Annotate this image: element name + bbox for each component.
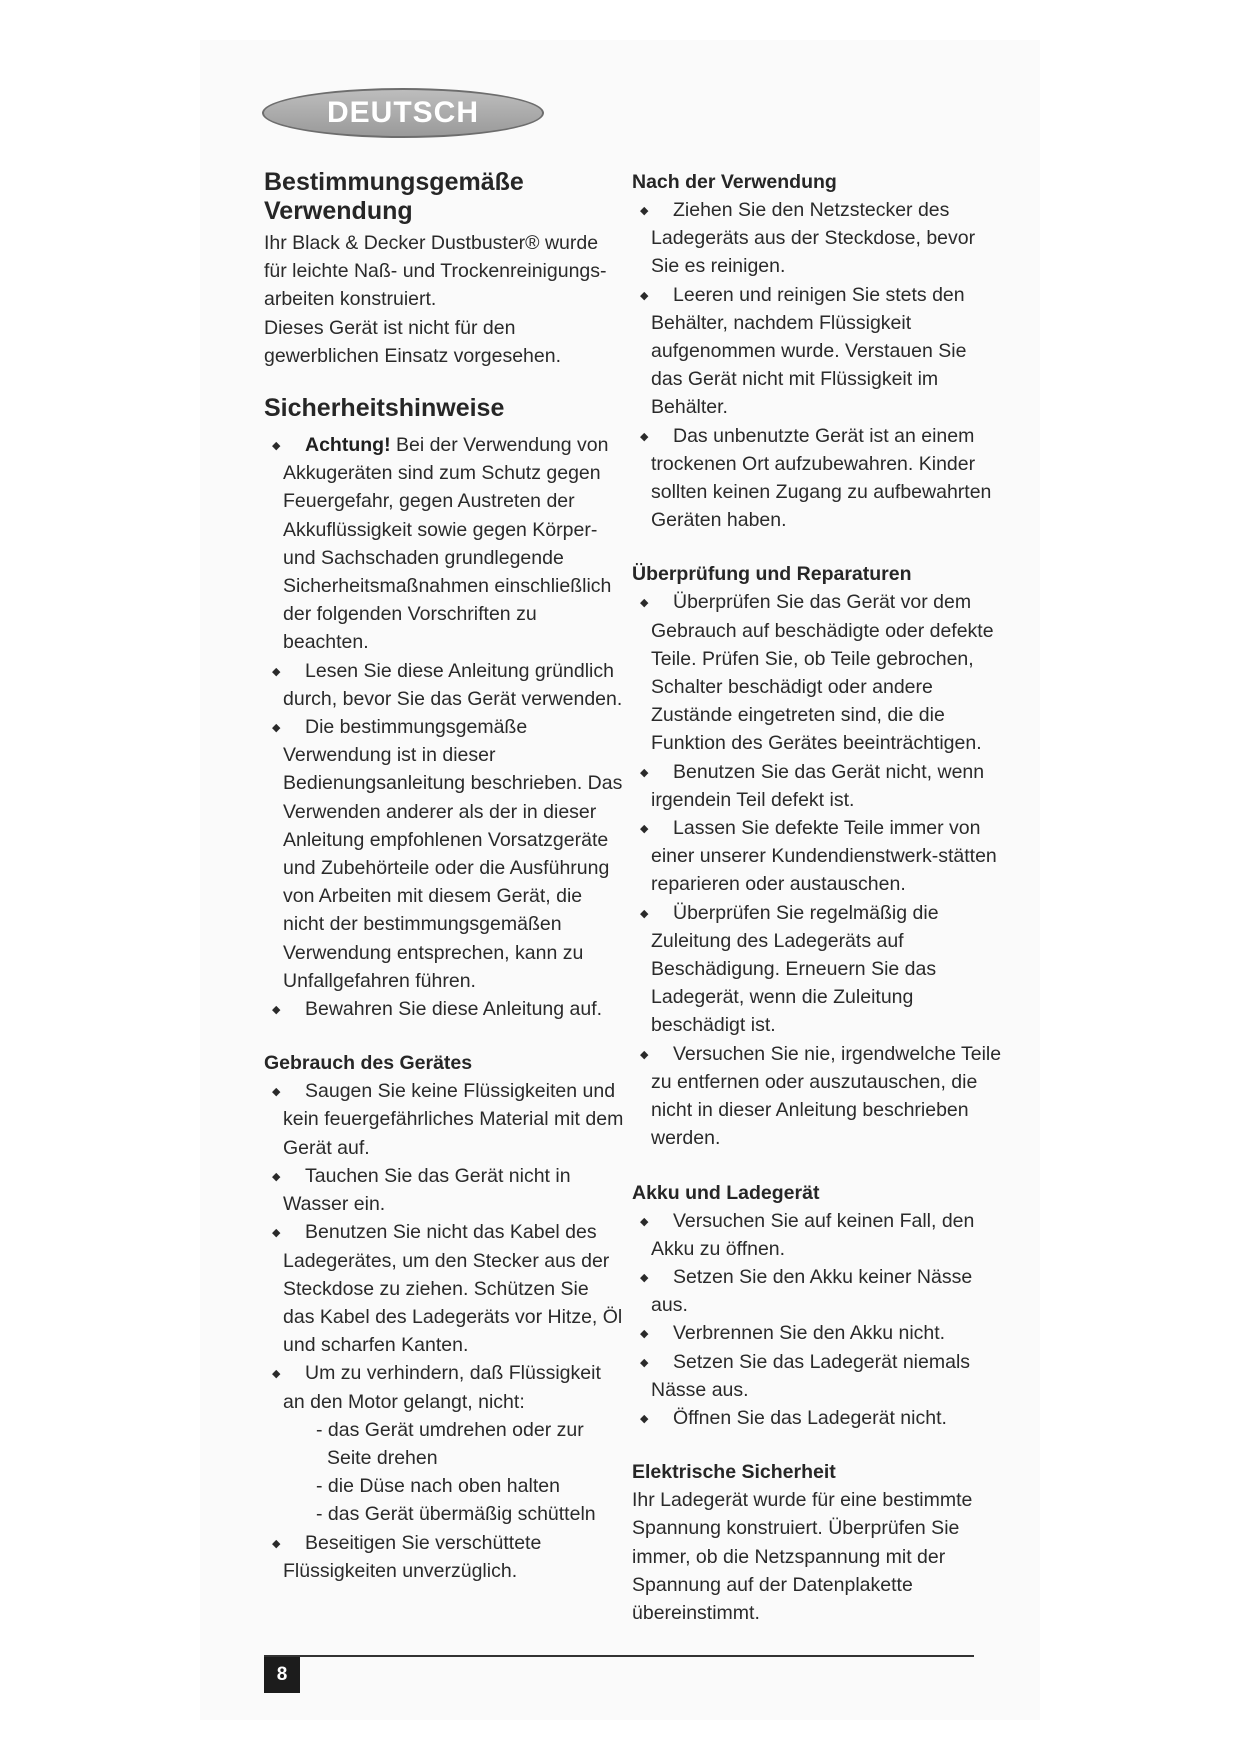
diamond-bullet-icon: ◆ [640, 1328, 649, 1341]
list-item-text: Überprüfen Sie regelmäßig die Zuleitung des Ladegeräts auf Beschädigung. Erneuern Sie das Ladegerät, wenn die Zuleitung beschädigt ist. [651, 901, 939, 1037]
list-item [272, 713, 624, 995]
diamond-bullet-icon: ◆ [640, 766, 649, 779]
section-title-inspection: Überprüfung und Reparaturen [632, 563, 912, 586]
list-item [640, 1319, 1002, 1347]
list-item-text: Tauchen Sie das Gerät nicht in Wasser ein. [283, 1164, 571, 1216]
diamond-bullet-icon: ◆ [640, 1356, 649, 1369]
list-item-text: Ziehen Sie den Netzstecker des Ladegeräts aus der Steckdose, bevor Sie es reinigen. [651, 199, 976, 278]
list-item-text: Bei der Verwendung von Akkugeräten sind zum Schutz gegen Feuergefahr, gegen Austreten der Akkuflüssigkeit sowie gegen Körper- und Sachschaden grundlegende Sicherheitsmaßnahmen einschließlich der folgenden Vorschriften zu beachten. [283, 434, 612, 654]
list-item [640, 422, 1002, 535]
list-item [640, 758, 1002, 814]
diamond-bullet-icon: ◆ [272, 722, 281, 735]
list-item [272, 657, 624, 713]
footer-divider [264, 1655, 974, 1657]
diamond-bullet-icon: ◆ [640, 823, 649, 836]
list-item [640, 588, 1002, 757]
list-item [640, 1348, 1002, 1404]
sub-list-item: - die Düse nach oben halten [316, 1475, 560, 1498]
list-item-text: Benutzen Sie das Gerät nicht, wenn irgendein Teil defekt ist. [651, 760, 985, 811]
diamond-bullet-icon: ◆ [640, 1412, 649, 1425]
diamond-bullet-icon: ◆ [272, 1086, 281, 1099]
section-title-safety: Sicherheitshinweise [264, 394, 505, 423]
diamond-bullet-icon: ◆ [640, 597, 649, 610]
list-item-text: Die bestimmungsgemäße Verwendung ist in dieser Bedienungsanleitung beschrieben. Das Verwenden anderer als der in dieser Anleitung empfohlenen Vorsatzgeräte und Zubehörteile oder die Ausführung von Arbeiten mit diesem Gerät, die nicht der bestimmungsgemäßen Verwendung entsprechen, kann zu Unfallgefahren führen. [283, 716, 623, 992]
left-column [264, 168, 624, 1585]
sub-list-item: - das Gerät übermäßig schütteln [316, 1503, 596, 1526]
list-item [640, 814, 1002, 899]
language-badge [262, 88, 544, 138]
list-item-text: Bewahren Sie diese Anleitung auf. [305, 998, 603, 1021]
list-item [272, 1359, 624, 1415]
diamond-bullet-icon: ◆ [272, 440, 281, 453]
list-item-text: Setzen Sie das Ladegerät niemals Nässe aus. [651, 1350, 971, 1401]
list-item [640, 281, 1002, 422]
warning-lead: Achtung! [305, 434, 391, 457]
list-item-text: Versuchen Sie auf keinen Fall, den Akku zu öffnen. [651, 1209, 975, 1260]
diamond-bullet-icon: ◆ [272, 1227, 281, 1240]
section-title-usage: Gebrauch des Gerätes [264, 1052, 473, 1075]
list-item-text: Benutzen Sie nicht das Kabel des Ladegerätes, um den Stecker aus der Steckdose zu ziehen. Schützen Sie das Kabel des Ladegeräts vor Hitze, Öl und scharfen Kanten. [283, 1221, 623, 1357]
diamond-bullet-icon: ◆ [272, 1170, 281, 1183]
list-item [640, 1263, 1002, 1319]
list-item-text: Öffnen Sie das Ladegerät nicht. [673, 1406, 947, 1429]
list-item [640, 899, 1002, 1040]
intended-use-paragraph: Dieses Gerät ist nicht für den gewerblichen Einsatz vorgesehen. [264, 316, 562, 367]
diamond-bullet-icon: ◆ [640, 1048, 649, 1061]
right-column [632, 168, 1002, 1627]
diamond-bullet-icon: ◆ [272, 665, 281, 678]
list-item-text: Setzen Sie den Akku keiner Nässe aus. [651, 1265, 973, 1317]
section-title-after-use: Nach der Verwendung [632, 171, 837, 193]
list-item-text: Lesen Sie diese Anleitung gründlich durch, bevor Sie das Gerät verwenden. [283, 659, 623, 710]
intended-use-paragraph: Ihr Black & Decker Dustbuster® wurde für leichte Naß- und Trockenreinigungs-arbeiten konstruiert. [264, 232, 607, 311]
list-item-text: Saugen Sie keine Flüssigkeiten und kein feuergefährliches Material mit dem Gerät auf. [283, 1080, 624, 1159]
list-item [640, 1040, 1002, 1153]
list-item-text: Versuchen Sie nie, irgendwelche Teile zu entfernen oder auszutauschen, die nicht in dieser Anleitung beschrieben werden. [651, 1042, 1002, 1150]
list-item [640, 1404, 1002, 1432]
list-item [272, 1077, 624, 1162]
list-item-text: Lassen Sie defekte Teile immer von einer unserer Kundendienstwerk-stätten reparieren oder austauschen. [651, 817, 997, 896]
diamond-bullet-icon: ◆ [272, 1368, 281, 1381]
list-item [272, 1529, 624, 1585]
list-item [272, 1162, 624, 1218]
list-item-text: Überprüfen Sie das Gerät vor dem Gebrauch auf beschädigte oder defekte Teile. Prüfen Sie, ob Teile gebrochen, Schalter beschädigt oder andere Zustände eingetreten sind, die die Funktion des Gerätes beeinträchtigen. [651, 591, 994, 755]
list-item-text: Leeren und reinigen Sie stets den Behälter, nachdem Flüssigkeit aufgenommen wurde. Verstauen Sie das Gerät nicht mit Flüssigkeit im Behälter. [651, 283, 967, 419]
diamond-bullet-icon: ◆ [640, 907, 649, 920]
list-item [272, 995, 624, 1023]
section-title-intended-use: Bestimmungsgemäße Verwendung [264, 168, 524, 225]
diamond-bullet-icon: ◆ [272, 1537, 281, 1550]
diamond-bullet-icon: ◆ [640, 430, 649, 443]
list-item [640, 196, 1002, 281]
list-item-text: Verbrennen Sie den Akku nicht. [673, 1322, 946, 1345]
diamond-bullet-icon: ◆ [640, 205, 649, 217]
diamond-bullet-icon: ◆ [640, 289, 649, 302]
sub-list-item: - das Gerät umdrehen oder zur Seite drehen [316, 1418, 584, 1469]
list-item [640, 1207, 1002, 1263]
list-item-text: Um zu verhindern, daß Flüssigkeit an den Motor gelangt, nicht: [283, 1362, 601, 1413]
section-title-electrical: Elektrische Sicherheit [632, 1461, 836, 1484]
page-number: 8 [264, 1657, 300, 1693]
diamond-bullet-icon: ◆ [640, 1271, 649, 1284]
list-item [272, 1218, 624, 1359]
diamond-bullet-icon: ◆ [640, 1215, 649, 1228]
section-title-battery: Akku und Ladegerät [632, 1181, 820, 1204]
electrical-paragraph: Ihr Ladegerät wurde für eine bestimmte Spannung konstruiert. Überprüfen Sie immer, ob die Netzspannung mit der Spannung auf der Datenplakette übereinstimmt. [632, 1489, 973, 1624]
language-label: DEUTSCH [326, 96, 479, 129]
list-item-text: Beseitigen Sie verschüttete Flüssigkeiten unverzüglich. [283, 1531, 542, 1582]
list-item-text: Das unbenutzte Gerät ist an einem trockenen Ort aufzubewahren. Kinder sollten keinen Zugang zu aufbewahrten Geräten haben. [651, 424, 992, 532]
list-item [272, 431, 624, 657]
diamond-bullet-icon: ◆ [272, 1004, 281, 1017]
